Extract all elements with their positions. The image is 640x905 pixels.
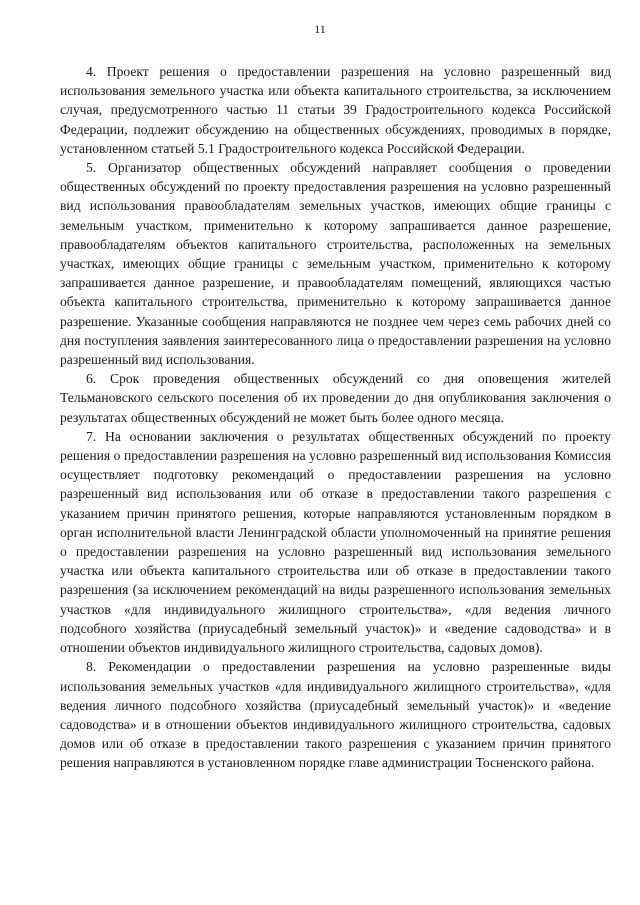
paragraph-4: 4. Проект решения о предоставлении разрешения на условно разрешенный вид использования земельного участка или объекта капитального строительства, за исключением случая, предусмотренного частью 11 статьи 39 Градостроительного кодекса Российской Федерации, подлежит обсуждению на общественных обсуждениях, проводимых в порядке, установленном статьей 5.1 Градостроительного кодекса Российской Федерации. xyxy=(60,64,611,156)
paragraph-7: 7. На основании заключения о результатах общественных обсуждений по проекту решения о предоставлении разрешения на условно разрешенный вид использования Комиссия осуществляет подготовку рекомендаций о предоставлении разрешения на условно разрешенный вид использования или об отказе в предоставлении такого разрешения с указанием причин принятого решения, которые направляются установленным порядком в орган исполнительной власти Ленинградской области уполномоченный на принятие решения о предоставлении разрешения на условно разрешенный вид использования земельного участка или объекта капитального строительства или об отказе в предоставлении такого разрешения (за исключением рекомендаций на виды разрешенного использования земельных участков «для индивидуального жилищного строительства», «для ведения личного подсобного хозяйства (приусадебный земельный участок)» и «ведение садоводства» и в отношении объектов индивидуального жилищного строительства, садовых домов). xyxy=(60,428,611,656)
paragraph-5: 5. Организатор общественных обсуждений направляет сообщения о проведении общественных обсуждений по проекту предоставления разрешения на условно разрешенный вид использования правообладателям земельных участков, имеющих общие границы с земельным участком, применительно к которому запрашивается данное разрешение, правообладателям объектов капитального строительства, расположенных на земельных участках, имеющих общие границы с земельным участком, применительно к которому запрашивается данное разрешение, и правообладателям помещений, являющихся частью объекта капитального строительства, применительно к которому запрашивается данное разрешение. Указанные сообщения направляются не позднее чем через семь рабочих дней со дня поступления заявления заинтересованного лица о предоставлении разрешения на условно разрешенный вид использования. xyxy=(60,160,611,368)
paragraph-6: 6. Срок проведения общественных обсуждений со дня оповещения жителей Тельмановского сельского поселения об их проведении до дня опубликования заключения о результатах общественных обсуждений не может быть более одного месяца. xyxy=(60,371,611,425)
page-number: 11 xyxy=(314,22,326,36)
document-body xyxy=(60,62,611,773)
paragraph-8: 8. Рекомендации о предоставлении разрешения на условно разрешенные виды использования земельных участков «для индивидуального жилищного строительства», «для ведения личного подсобного хозяйства (приусадебный земельный участок)» и «ведение садоводства» и в отношении объектов индивидуального жилищного строительства, садовых домов или об отказе в предоставлении такого разрешения с указанием причин принятого решения направляются в установленном порядке главе администрации Тосненского района. xyxy=(60,659,611,771)
